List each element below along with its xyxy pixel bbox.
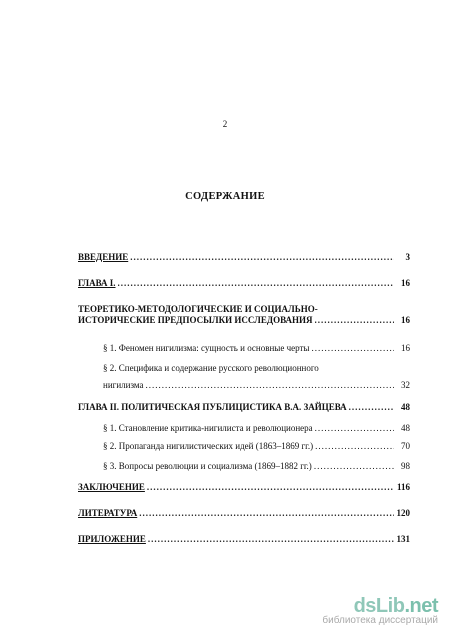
- toc-entry-text: § 1. Феномен нигилизма: сущность и основные черты: [103, 343, 310, 353]
- toc-entry-text: ВВЕДЕНИЕ: [78, 252, 129, 262]
- toc-page-number: 131: [396, 534, 410, 544]
- toc-page-number: 48: [401, 423, 410, 433]
- toc-entry-section-1-1[interactable]: [103, 343, 410, 354]
- toc-entry-chapter-1[interactable]: [78, 278, 410, 289]
- toc-page-number: 70: [401, 441, 410, 451]
- toc-entry-text-line2: ИСТОРИЧЕСКИЕ ПРЕДПОСЫЛКИ ИССЛЕДОВАНИЯ: [78, 315, 313, 325]
- leader-dots: [146, 380, 394, 391]
- toc-entry-literature[interactable]: [78, 508, 410, 519]
- toc-page-number: 116: [396, 482, 410, 492]
- toc-entry-text: ЛИТЕРАТУРА: [78, 508, 138, 518]
- toc-entry-text: ПРИЛОЖЕНИЕ: [78, 534, 146, 544]
- logo-text-b: .net: [404, 595, 438, 617]
- toc-page-number: 3: [405, 252, 410, 262]
- toc-page-number: 120: [396, 508, 410, 518]
- leader-dots: [315, 315, 394, 326]
- toc-page-number: 16: [401, 315, 410, 325]
- toc-entry-text: § 3. Вопросы революции и социализма (1869–1882 гг.): [103, 461, 312, 471]
- leader-dots: [315, 441, 394, 452]
- leader-dots: [130, 252, 394, 263]
- toc-entry-theory[interactable]: [78, 304, 410, 326]
- leader-dots: [349, 402, 394, 413]
- toc-entry-text: ГЛАВА I.: [78, 278, 116, 288]
- toc-entry-intro[interactable]: [78, 252, 410, 263]
- toc-page-number: 16: [401, 278, 410, 288]
- toc-entry-text-line1: § 2. Специфика и содержание русского революционного: [103, 363, 319, 373]
- toc-entry-text-line2: нигилизма: [103, 380, 144, 390]
- leader-dots: [314, 461, 394, 472]
- dslib-watermark: [322, 595, 438, 626]
- leader-dots: [118, 278, 394, 289]
- toc-entry-section-2-1[interactable]: [103, 423, 410, 434]
- toc-title: СОДЕРЖАНИЕ: [185, 191, 265, 202]
- logo-text-a: dsLib: [353, 595, 405, 617]
- toc-entry-conclusion[interactable]: [78, 482, 410, 493]
- toc-page-number: 48: [401, 402, 410, 412]
- toc-entry-section-2-3[interactable]: [103, 461, 410, 472]
- toc-entry-section-1-2[interactable]: [103, 363, 410, 391]
- toc-page-number: 16: [401, 343, 410, 353]
- leader-dots: [315, 423, 394, 434]
- page-number: 2: [222, 119, 228, 129]
- toc-entry-text: ЗАКЛЮЧЕНИЕ: [78, 482, 145, 492]
- toc-page-number: 32: [401, 380, 410, 390]
- toc-entry-text: ГЛАВА II. ПОЛИТИЧЕСКАЯ ПУБЛИЦИСТИКА В.А. ЗАЙЦЕВА: [78, 402, 347, 412]
- leader-dots: [139, 508, 394, 519]
- toc-entry-text: § 1. Становление критика-нигилиста и революционера: [103, 423, 313, 433]
- toc-entry-text-line1: ТЕОРЕТИКО-МЕТОДОЛОГИЧЕСКИЕ И СОЦИАЛЬНО-: [78, 304, 318, 314]
- leader-dots: [148, 534, 394, 545]
- toc-entry-chapter-2[interactable]: [78, 402, 410, 413]
- leader-dots: [311, 343, 394, 354]
- toc-entry-section-2-2[interactable]: [103, 441, 410, 452]
- toc-entry-appendix[interactable]: [78, 534, 410, 545]
- toc-page-number: 98: [401, 461, 410, 471]
- watermark-subtitle: библиотека диссертаций: [322, 615, 438, 626]
- leader-dots: [147, 482, 394, 493]
- toc-entry-text: § 2. Пропаганда нигилистических идей (1863–1869 гг.): [103, 441, 314, 451]
